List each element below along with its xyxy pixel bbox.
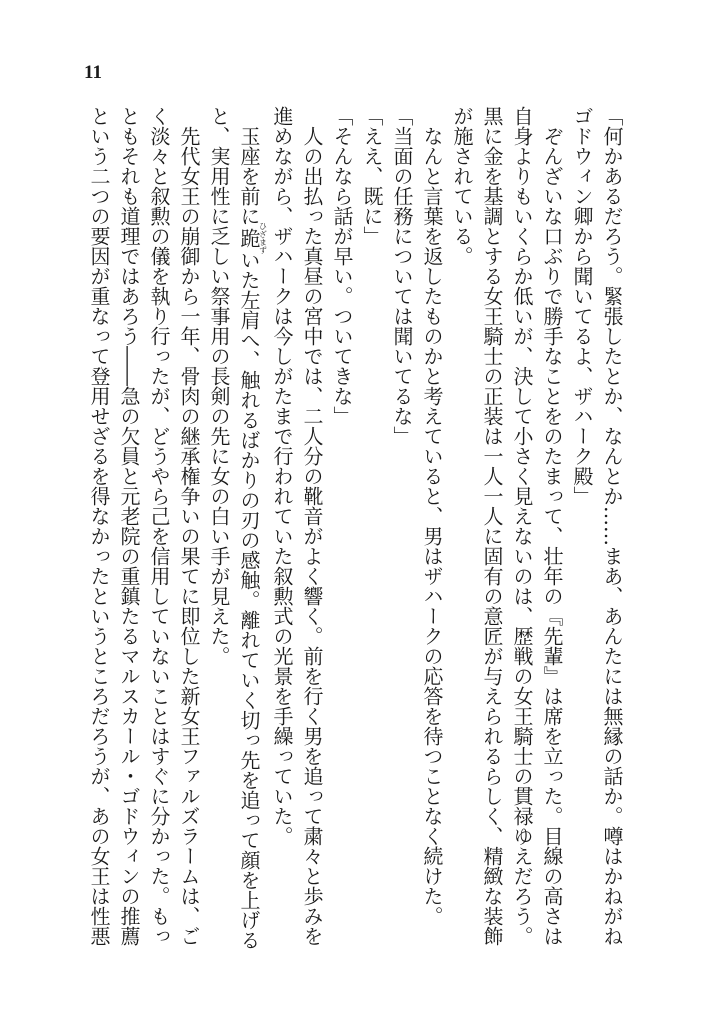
text-line: 人の出払った真昼の宮中では、二人分の靴音がよく響く。前を行く男を追って粛々と歩みを [300,106,324,946]
ruby-annotation [237,222,268,254]
vertical-text-body [82,106,627,950]
text-line: 「ええ、既に」 [360,106,384,246]
text-line-with-ruby [234,106,268,950]
text-line: ともそれも道理ではあろう――急の欠員と元老院の重鎮たるマルスカール・ゴドウィンの推薦 [117,106,141,946]
text-line: 自身よりもいくらか低いが、決して小さく見えないのは、歴戦の女王騎士の貫禄ゆえだろう。 [510,106,534,946]
ruby-reading: ひざまず [258,222,268,254]
text-line: 「何かあるだろう。緊張したとか、なんとか……まあ、あんたには無縁の話か。噂はかねがね [600,106,624,946]
text-line: ぞんざいな口ぶりで勝手なことをのたまって、壮年の『先輩』は席を立った。目線の高さは [540,106,564,946]
text-line: 進めながら、ザハークは今しがたまで行われていた叙勲式の光景を手繰っていた。 [270,106,294,846]
text-line: ゴドウィン卿から聞いてるよ、ザハーク殿」 [570,106,594,506]
text-line: が施されている。 [450,106,474,266]
text-line: 先代女王の崩御から一年、骨肉の継承権争いの果てに即位した新女王ファルズラームは、ご [177,106,201,946]
text-line: 黒に金を基調とする女王騎士の正装は一人一人に固有の意匠が与えられるらしく、精緻な装飾 [480,106,504,946]
text-line: なんと言葉を返したものかと考えていると、男はザハークの応答を待つことなく続けた。 [420,106,444,926]
text-line: と、実用性に乏しい祭事用の長剣の先に女の白い手が見えた。 [207,106,231,666]
ruby-base: 跪 [237,222,261,254]
text-line: 「そんなら話が早い。ついてきな」 [330,106,354,426]
text-segment: いた左肩へ、触れるばかりの刃の感触。離れていく切っ先を追って顔を上げる [237,250,261,950]
text-segment: 玉座を前に [237,106,261,226]
text-line: く淡々と叙勲の儀を執り行ったが、どうやら己を信用していないことはすぐに分かった。もっ [147,106,171,946]
text-line: という二つの要因が重なって登用せざるを得なかったというところだろうが、あの女王は性悪 [87,106,111,946]
page-number: 11 [84,62,102,83]
text-line: 「当面の任務については聞いてるな」 [390,106,414,446]
